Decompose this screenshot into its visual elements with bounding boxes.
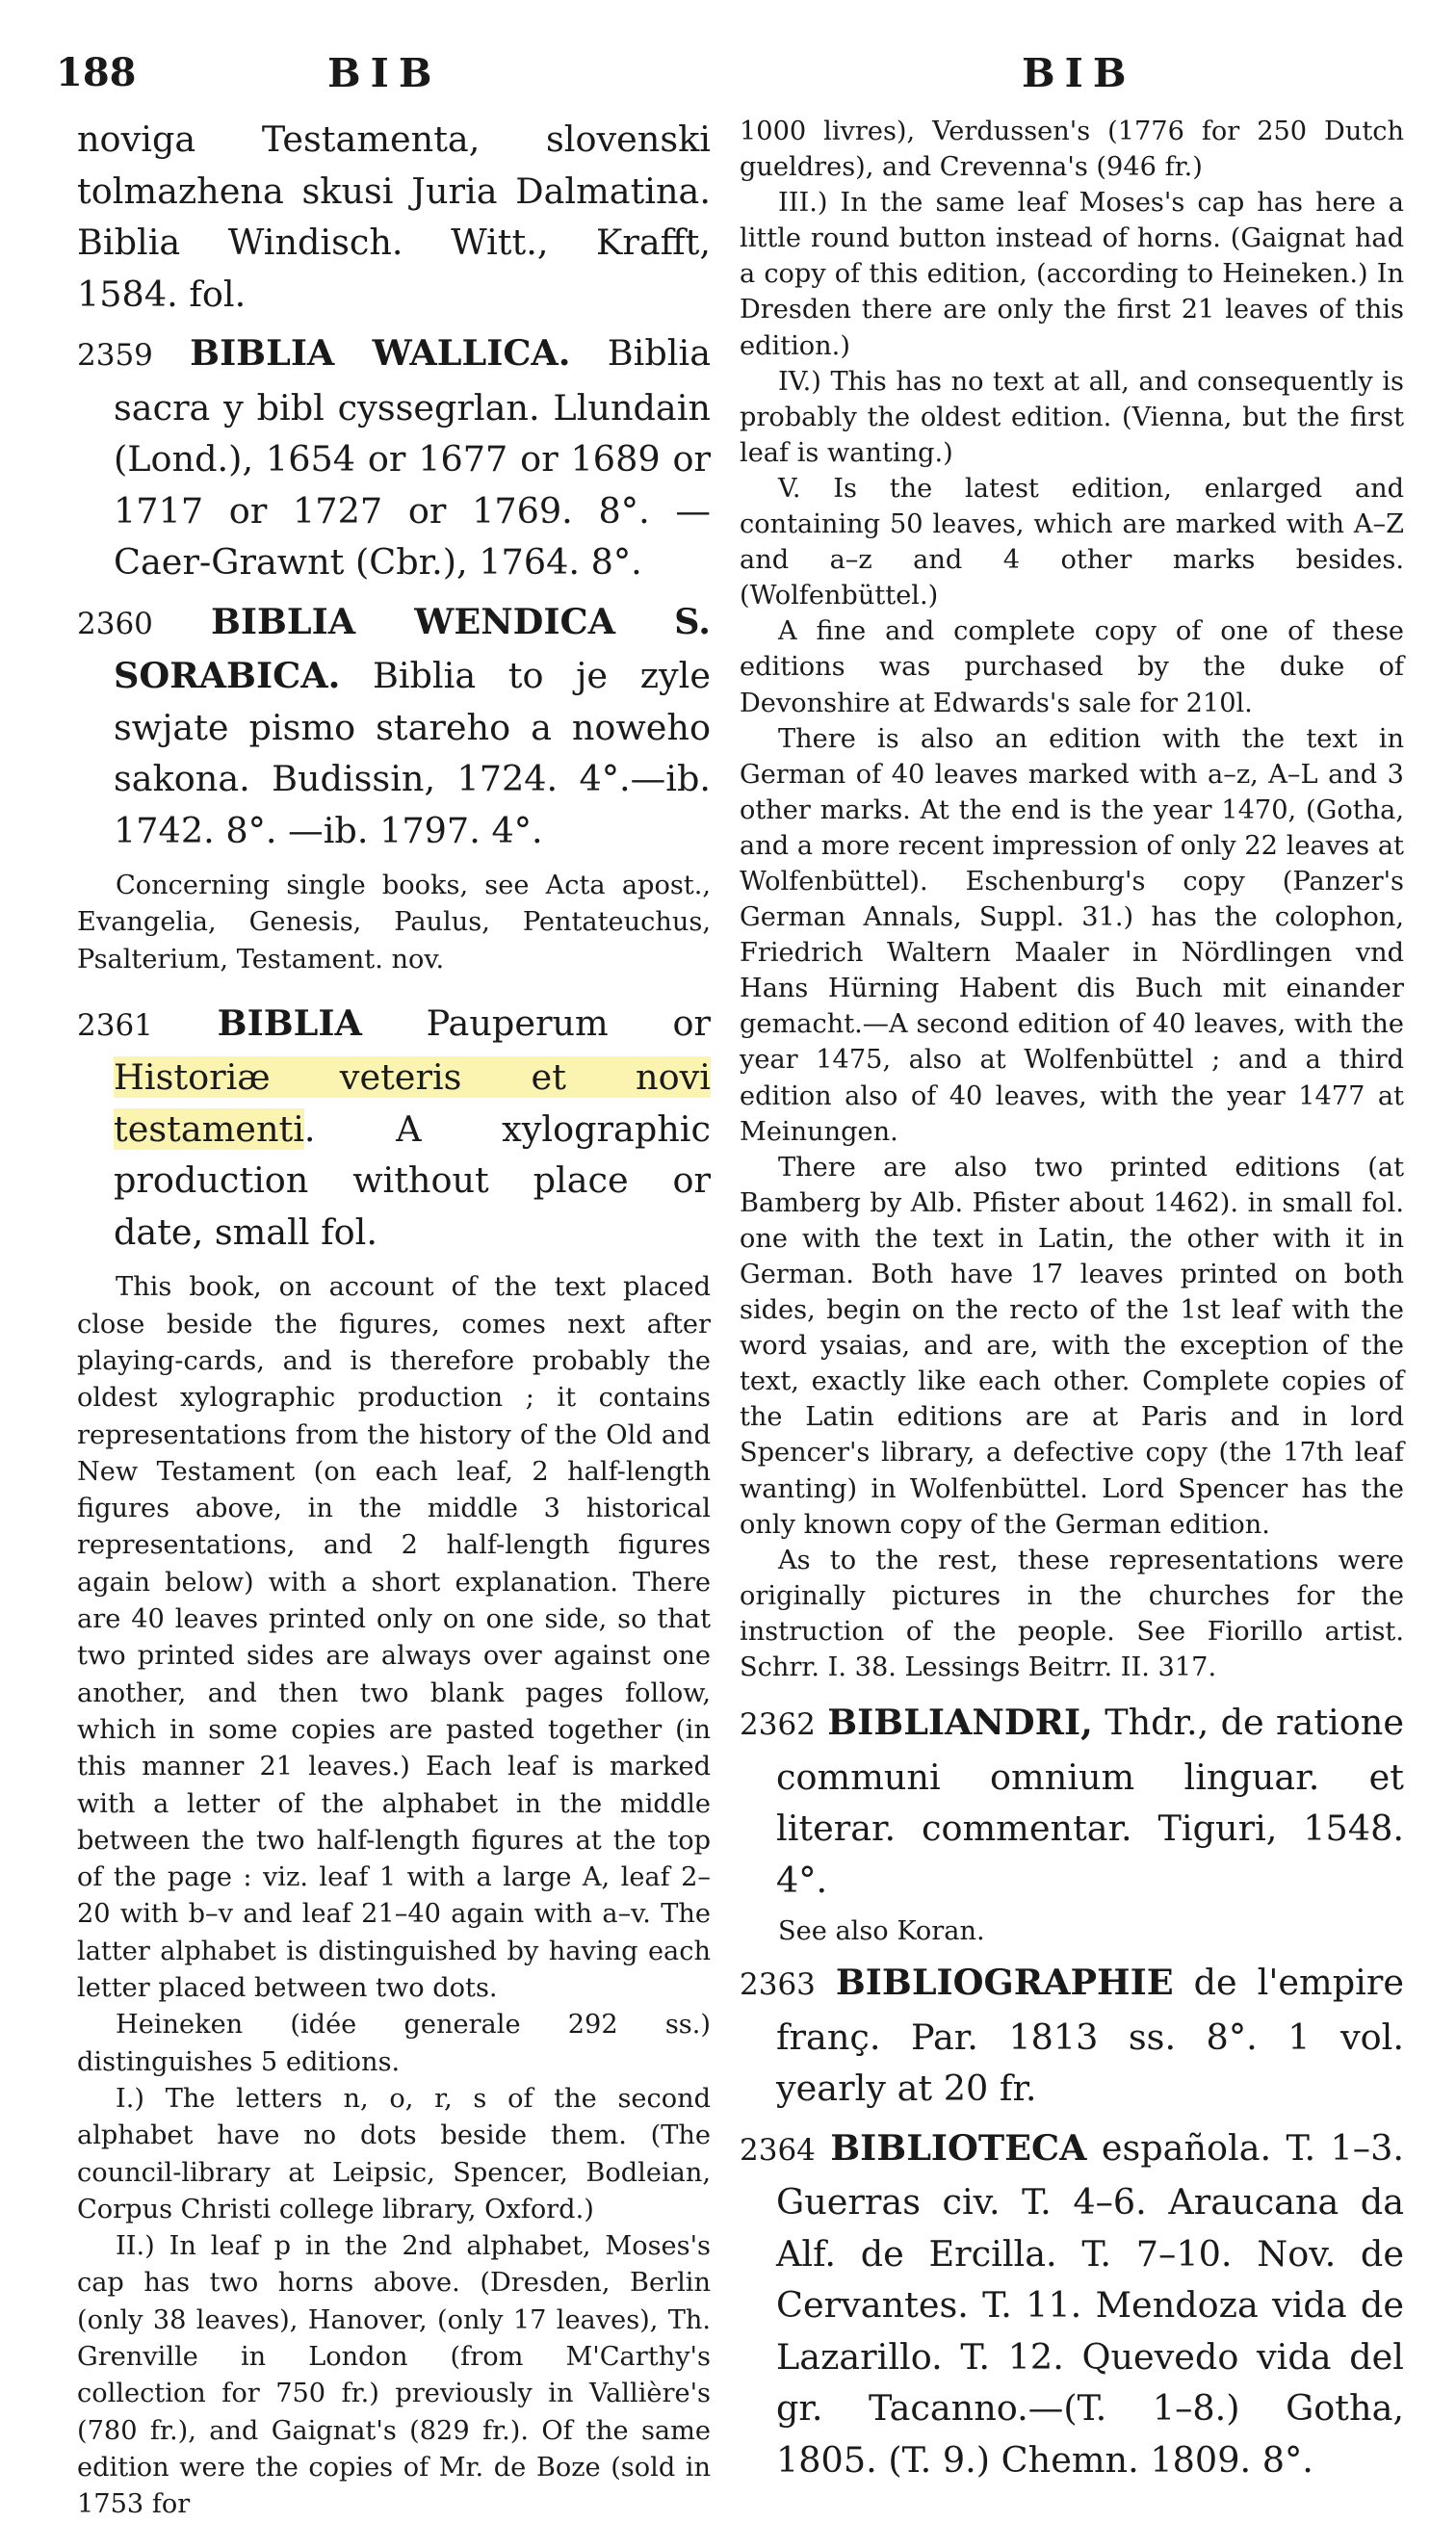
cross-reference-note: Concerning single books, see Acta apost., Evangelia, Genesis, Paulus, Pentateuchus, Psalterium, Testament. nov. bbox=[77, 871, 711, 975]
entry-heading: BIBLIOGRAPHIE bbox=[835, 1962, 1174, 2004]
entry-2363 bbox=[740, 1957, 1404, 2115]
entry-heading: BIBLIANDRI, bbox=[827, 1702, 1093, 1744]
entry-heading: BIBLIA WENDICA S. SORABICA. bbox=[114, 600, 711, 696]
entry-number: 2361 bbox=[77, 1007, 153, 1043]
edition-i: I.) The letters n, o, r, s of the second alphabet have no dots beside them. (The council-library at Leipsic, Spencer, Bodleian, Corpus Christi college library, Oxford.) bbox=[77, 2083, 711, 2224]
entry-text: de l'empire franç. Par. 1813 ss. 8°. 1 vol. yearly at 20 fr. bbox=[776, 1962, 1404, 2110]
editions-intro: Heineken (idée generale 292 ss.) distinguishes 5 editions. bbox=[77, 2010, 711, 2077]
entry-number: 2363 bbox=[740, 1967, 816, 2003]
entry-text: Biblia sacra y bibl cyssegrlan. Llundain (Lond.), 1654 or 1677 or 1689 or 1717 or 1727 or 1769. 8°. — Caer-Grawnt (Cbr.), 1764. 8°. bbox=[114, 332, 711, 583]
entry-number: 2362 bbox=[740, 1707, 816, 1743]
entry-2361 bbox=[77, 998, 711, 1259]
entry-number: 2359 bbox=[77, 338, 153, 373]
closing-remark: As to the rest, these representations were originally pictures in the churches for the instruction of the people. See Fiorillo artist. Schrr. I. 38. Lessings Beitrr. II. 317. bbox=[740, 1545, 1404, 1683]
entry-2358-continuation: noviga Testamenta, slovenski tolmazhena skusi Juria Dalmatina. Biblia Windisch. Witt., Krafft, 1584. fol. bbox=[77, 118, 711, 315]
edition-iv: IV.) This has no text at all, and consequently is probably the oldest edition. (Vienna, but the first leaf is wanting.) bbox=[740, 366, 1404, 468]
entry-text: Thdr., de ratione communi omnium linguar. et literar. commentar. Tiguri, 1548. 4°. bbox=[776, 1702, 1404, 1901]
page-number: 188 bbox=[56, 50, 137, 95]
devonshire-copy: A fine and complete copy of one of these editions was purchased by the duke of Devonshire at Edwards's sale for 210l. bbox=[740, 616, 1404, 718]
page-header bbox=[56, 50, 1404, 108]
entry-heading: BIBLIA WALLICA. bbox=[190, 332, 571, 374]
entry-2364 bbox=[740, 2122, 1404, 2486]
entry-heading: BIBLIOTECA bbox=[830, 2126, 1087, 2169]
highlighted-text: Historiæ veteris et novi testamenti bbox=[114, 1056, 711, 1150]
entry-text: española. T. 1–3. Guerras civ. T. 4–6. Araucana da Alf. de Ercilla. T. 7–10. Nov. de Cervantes. T. 11. Mendoza vida de Lazarillo. T. 12. Quevedo vida del gr. Tacanno.—(T. 1–8.) Gotha, 1805. (T. 9.) Chemn. 1809. 8°. bbox=[776, 2126, 1404, 2481]
entry-number: 2364 bbox=[740, 2132, 816, 2168]
entry-2360 bbox=[77, 596, 711, 857]
printed-editions: There are also two printed editions (at Bamberg by Alb. Pfister about 1462). in small fol. one with the text in Latin, the other with it in German. Both have 17 leaves printed on both sides, begin on the recto of the 1st leaf with the word ysaias, and are, with the exception of the text, exactly like each other. Complete copies of the Latin editions are at Paris and in lord Spencer's library, a defective copy (the 17th leaf wanting) in Wolfenbüttel. Lord Spencer has the only known copy of the German edition. bbox=[740, 1152, 1404, 1540]
edition-ii: II.) In leaf p in the 2nd alphabet, Moses's cap has two horns above. (Dresden, Berlin (only 38 leaves), Hanover, (only 17 leaves), Th. Grenville in London (from M'Carthy's collection for 750 fr.) previously in Vallière's (780 fr.), and Gaignat's (829 fr.). Of the same edition were the copies of Mr. de Boze (sold in 1753 for bbox=[77, 2231, 711, 2520]
entry-number: 2360 bbox=[77, 606, 153, 641]
german-edition: There is also an edition with the text in German of 40 leaves marked with a–z, A–L and 3 other marks. At the end is the year 1470, (Gotha, and a more recent impression of only 22 leaves at Wolfenbüttel). Eschenburg's copy (Panzer's German Annals, Suppl. 31.) has the colophon, Friedrich Waltern Maaler in Nördlingen vnd Hans Hürning Habent dis Buch mit einander gemacht.—A second edition of 40 leaves, with the year 1475, also at Wolfenbüttel ; and a third edition also of 40 leaves, with the year 1477 at Meinungen. bbox=[740, 723, 1404, 1147]
entry-heading: BIBLIA bbox=[217, 1001, 362, 1044]
running-head-left: BIB bbox=[327, 50, 442, 96]
running-head-right: BIB bbox=[1022, 50, 1136, 96]
entry-text: Pauperum or bbox=[426, 1001, 711, 1044]
entry-2362 bbox=[740, 1697, 1404, 1906]
entry-text: . A xylographic production without place or date, small fol. bbox=[114, 1107, 711, 1253]
entry-2359 bbox=[77, 327, 711, 588]
edition-v: V. Is the latest edition, enlarged and containing 50 leaves, which are marked with A–Z and a–z and 4 other marks besides. (Wolfenbüttel.) bbox=[740, 473, 1404, 611]
entry-text: Biblia to je zyle swjate pismo stareho a noweho sakona. Budissin, 1724. 4°.—ib. 1742. 8°. —ib. 1797. 4°. bbox=[114, 655, 711, 851]
left-column bbox=[77, 114, 711, 2523]
right-column bbox=[740, 114, 1404, 2485]
edition-iii: III.) In the same leaf Moses's cap has here a little round button instead of horns. (Gaignat had a copy of this edition, (according to Heineken.) In Dresden there are only the first 21 leaves of this edition.) bbox=[740, 188, 1404, 361]
entry-2361-description: This book, on account of the text placed close beside the figures, comes next after playing-cards, and is therefore probably the oldest xylographic production ; it contains representations from the history of the Old and New Testament (on each leaf, 2 half-length figures above, in the middle 3 historical representations, and 2 half-length figures again below) with a short explanation. There are 40 leaves printed only on one side, so that two printed sides are always over against one another, and then two blank pages follow, which in some copies are pasted together (in this manner 21 leaves.) Each leaf is marked with a letter of the alphabet in the middle between the two half-length figures at the top of the page : viz. leaf 1 with a large A, leaf 2–20 with b–v and leaf 21–40 again with a–v. The latter alphabet is distinguished by having each letter placed between two dots. bbox=[77, 1272, 711, 2004]
edition-ii-continuation: 1000 livres), Verdussen's (1776 for 250 Dutch gueldres), and Crevenna's (946 fr.) bbox=[740, 117, 1404, 183]
cross-reference-note: See also Koran. bbox=[778, 1916, 985, 1947]
